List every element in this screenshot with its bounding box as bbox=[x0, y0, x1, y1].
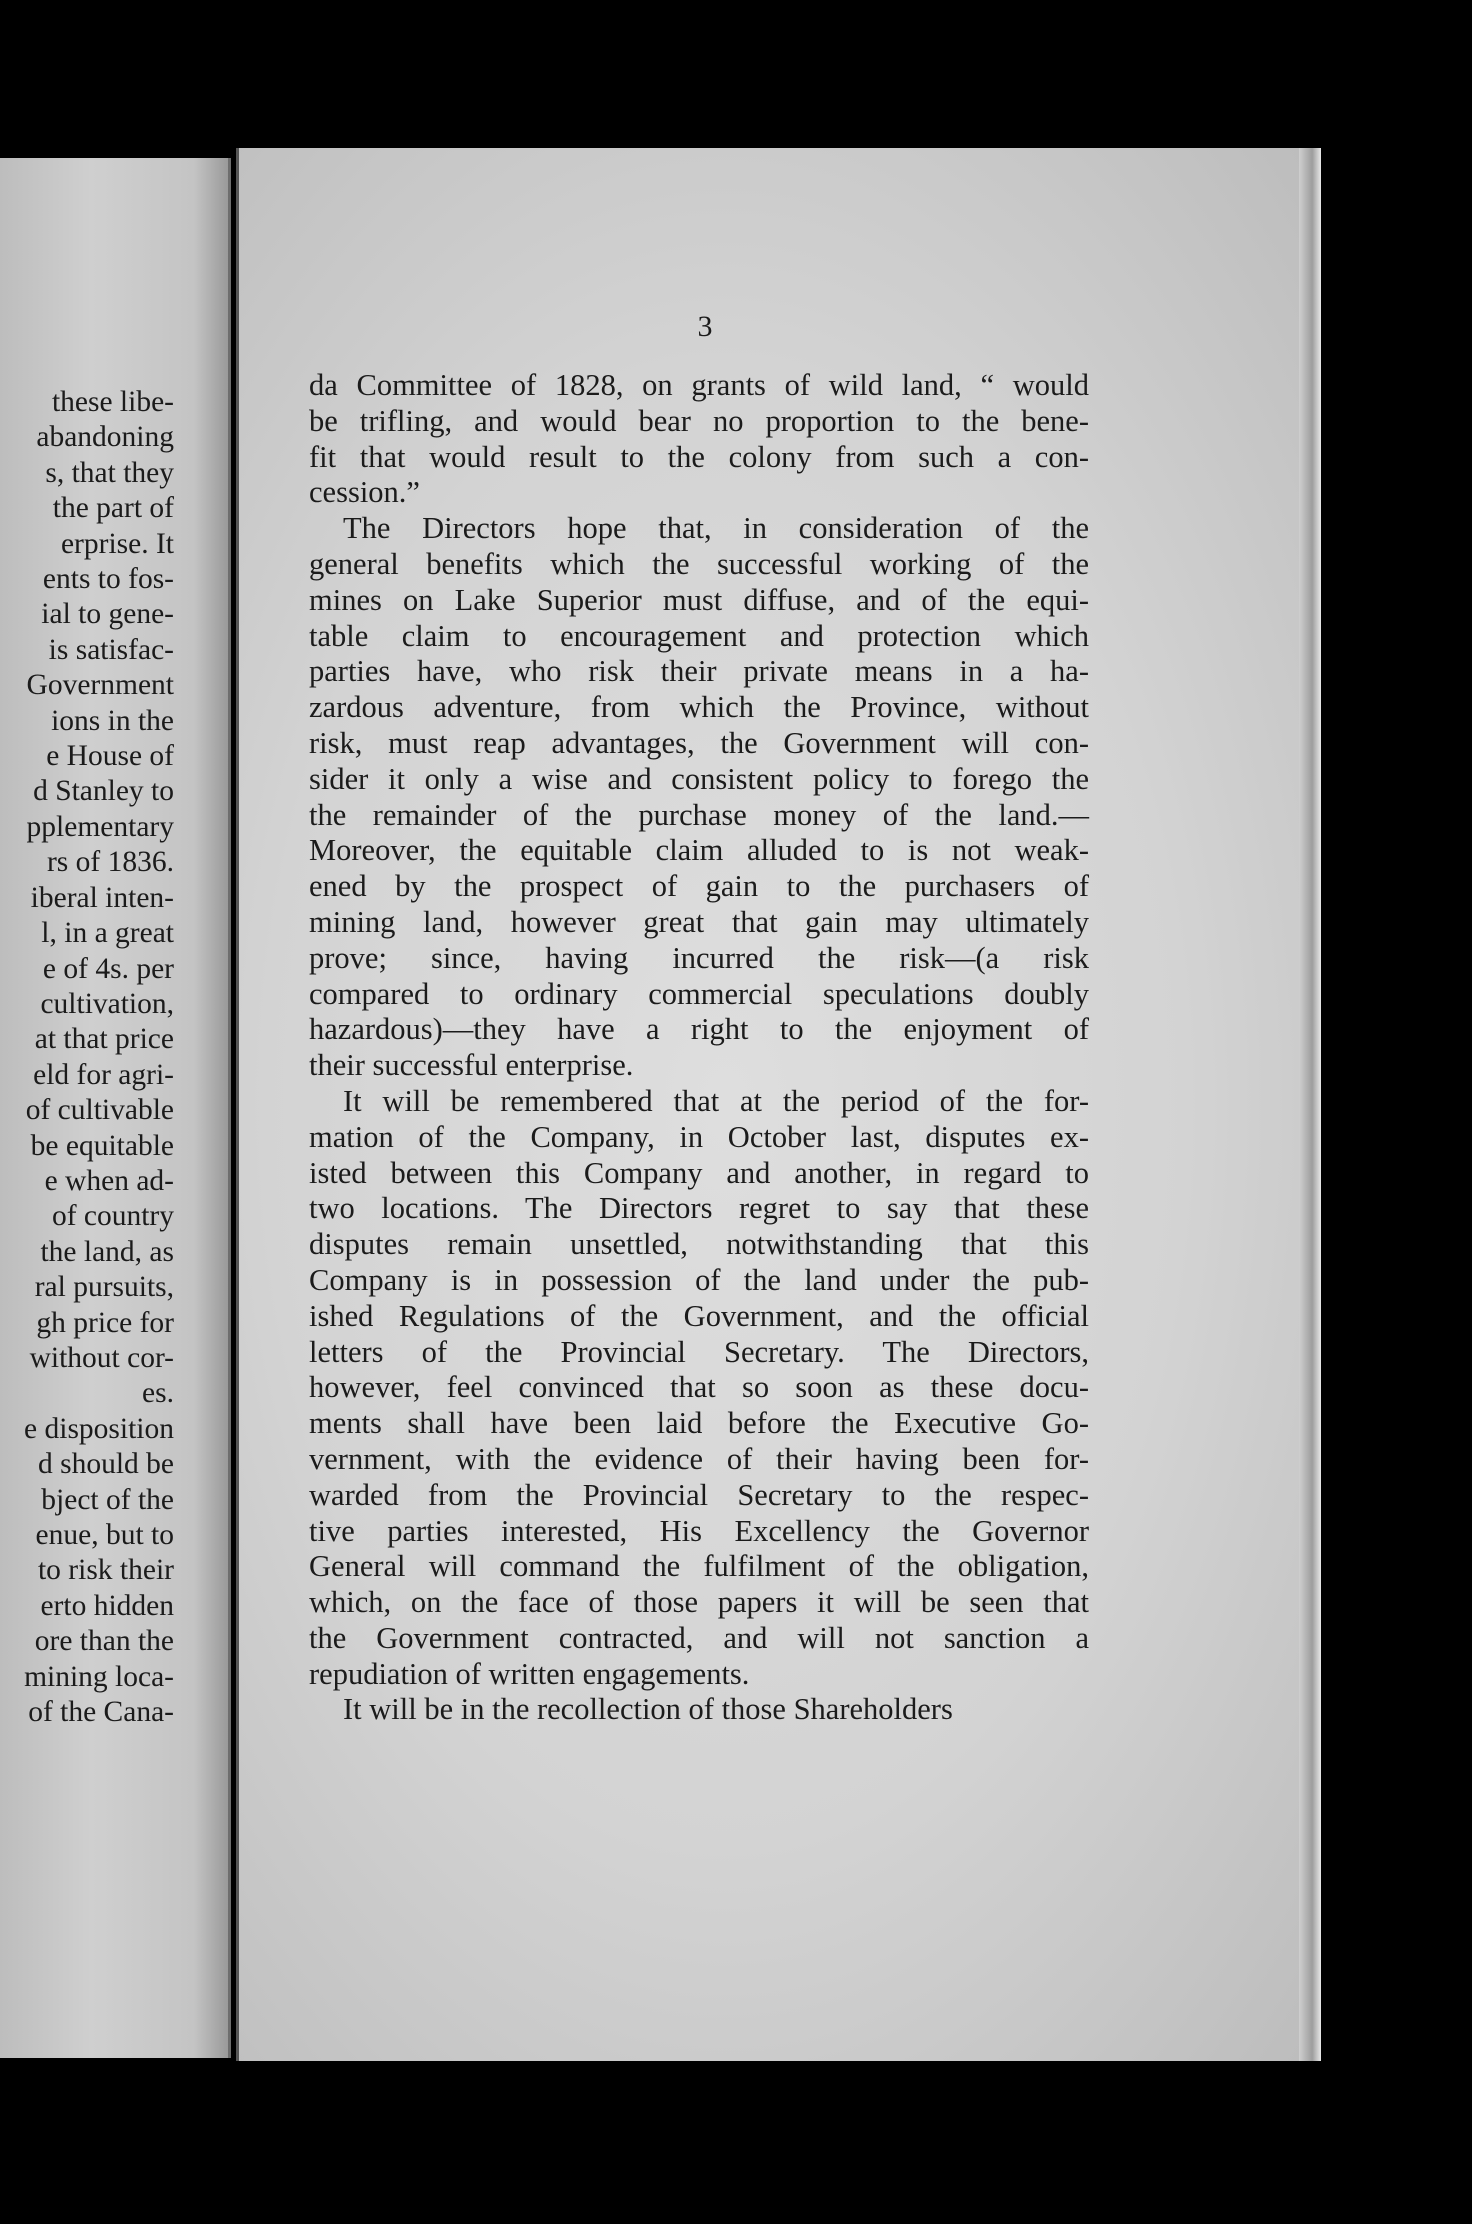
text-line: be equitable bbox=[30, 1129, 174, 1162]
text-line: disputes remain unsettled, notwithstanding that this bbox=[309, 1227, 1089, 1262]
text-line: of country bbox=[51, 1200, 174, 1233]
paragraph-start-line: It will be in the recollection of those Shareholders bbox=[343, 1692, 953, 1727]
text-line: cultivation, bbox=[40, 987, 174, 1020]
paragraph-start-line: The Directors hope that, in consideration of the bbox=[343, 511, 1089, 546]
main-page bbox=[236, 148, 1321, 2061]
text-line: the part of bbox=[52, 492, 174, 525]
text-line: ial to gene- bbox=[41, 598, 174, 631]
text-line: Moreover, the equitable claim alluded to is not weak- bbox=[309, 833, 1089, 868]
text-line: abandoning bbox=[36, 421, 174, 454]
paragraph-start-line: It will be remembered that at the period of the for- bbox=[343, 1083, 1089, 1118]
text-line: mation of the Company, in October last, disputes ex- bbox=[309, 1119, 1089, 1154]
text-line: prove; since, having incurred the risk—(a risk bbox=[309, 940, 1089, 975]
text-line: the remainder of the purchase money of the land.— bbox=[309, 797, 1089, 832]
text-line: table claim to encouragement and protection which bbox=[309, 618, 1089, 653]
text-line: isted between this Company and another, in regard to bbox=[309, 1155, 1089, 1190]
text-line: e of 4s. per bbox=[42, 952, 174, 985]
text-line: of the Cana- bbox=[28, 1696, 174, 1729]
text-line: cession.” bbox=[309, 475, 420, 510]
text-line: compared to ordinary commercial speculations doubly bbox=[309, 976, 1089, 1011]
text-line: eld for agri- bbox=[33, 1058, 174, 1091]
text-line: letters of the Provincial Secretary. The Directors, bbox=[309, 1334, 1089, 1369]
text-line: ished Regulations of the Government, and the official bbox=[309, 1298, 1089, 1333]
page-number: 3 bbox=[697, 310, 713, 343]
text-line: e when ad- bbox=[44, 1164, 174, 1197]
text-line: Company is in possession of the land under the pub- bbox=[309, 1262, 1089, 1297]
text-line: to risk their bbox=[37, 1554, 174, 1587]
text-line: ore than the bbox=[34, 1625, 174, 1658]
text-line: e disposition bbox=[24, 1412, 174, 1445]
text-line: erto hidden bbox=[40, 1589, 174, 1622]
text-line: enue, but to bbox=[35, 1519, 174, 1551]
text-line: es. bbox=[142, 1377, 174, 1410]
text-line: da Committee of 1828, on grants of wild land, “ would bbox=[309, 368, 1089, 402]
text-line: however, feel convinced that so soon as these docu- bbox=[309, 1370, 1089, 1405]
text-line: gh price for bbox=[36, 1306, 174, 1339]
text-line: is satisfac- bbox=[48, 633, 174, 666]
text-line: repudiation of written engagements. bbox=[309, 1656, 750, 1691]
text-line: ions in the bbox=[51, 704, 174, 737]
text-line: two locations. The Directors regret to say that these bbox=[309, 1191, 1089, 1226]
text-line: sider it only a wise and consistent policy to forego the bbox=[309, 761, 1089, 796]
page-body-text bbox=[309, 368, 1089, 1728]
text-line: mining loca- bbox=[24, 1660, 174, 1693]
text-line: tive parties interested, His Excellency the Governor bbox=[309, 1513, 1089, 1548]
text-line: the land, as bbox=[40, 1235, 174, 1268]
text-line: iberal inten- bbox=[30, 881, 174, 914]
text-line: ents to fos- bbox=[42, 563, 174, 596]
text-line: the Government contracted, and will not sanction a bbox=[309, 1620, 1089, 1655]
text-line: mines on Lake Superior must diffuse, and of the equi- bbox=[309, 582, 1089, 617]
text-line: ments shall have been laid before the Executive Go- bbox=[309, 1406, 1089, 1441]
text-line: be trifling, and would bear no proportion to the bene- bbox=[309, 403, 1089, 438]
text-line: bject of the bbox=[41, 1483, 174, 1516]
text-line: of cultivable bbox=[25, 1094, 174, 1127]
left-page-fragment bbox=[0, 158, 231, 2058]
text-line: s, that they bbox=[45, 456, 174, 489]
text-line: ral pursuits, bbox=[34, 1271, 174, 1304]
text-line: pplementary bbox=[26, 810, 174, 843]
left-page-text bbox=[0, 385, 174, 1730]
text-line: vernment, with the evidence of their having been for- bbox=[309, 1441, 1089, 1476]
text-line: l, in a great bbox=[41, 917, 174, 950]
text-line: general benefits which the successful working of the bbox=[309, 546, 1089, 581]
text-line: their successful enterprise. bbox=[309, 1048, 634, 1083]
text-line: at that price bbox=[34, 1023, 174, 1056]
text-line: mining land, however great that gain may ultimately bbox=[309, 904, 1089, 939]
text-line: erprise. It bbox=[60, 527, 174, 560]
text-line: these libe- bbox=[51, 386, 174, 418]
text-line: parties have, who risk their private means in a ha- bbox=[309, 654, 1089, 689]
text-line: Government bbox=[26, 669, 174, 702]
text-line: rs of 1836. bbox=[46, 846, 174, 879]
text-line: fit that would result to the colony from such a con- bbox=[309, 439, 1089, 474]
text-line: warded from the Provincial Secretary to the respec- bbox=[309, 1477, 1089, 1512]
text-line: d Stanley to bbox=[33, 775, 174, 808]
text-line: risk, must reap advantages, the Government will con- bbox=[309, 725, 1089, 760]
text-line: e House of bbox=[46, 740, 174, 773]
text-line: d should be bbox=[37, 1448, 174, 1481]
text-line: which, on the face of those papers it will be seen that bbox=[309, 1585, 1089, 1620]
text-line: ened by the prospect of gain to the purchasers of bbox=[309, 869, 1089, 904]
text-line: hazardous)—they have a right to the enjoyment of bbox=[309, 1012, 1089, 1047]
text-line: General will command the fulfilment of the obligation, bbox=[309, 1549, 1089, 1584]
text-line: zardous adventure, from which the Province, without bbox=[309, 690, 1089, 725]
text-line: without cor- bbox=[29, 1341, 174, 1374]
